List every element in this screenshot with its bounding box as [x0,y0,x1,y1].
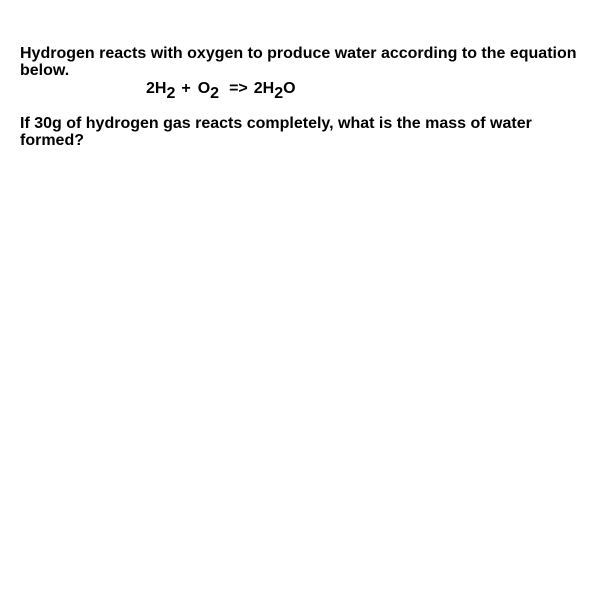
problem-question-text: If 30g of hydrogen gas reacts completely, what is the mass of water formed? [20,115,532,149]
chemical-equation [146,80,296,102]
reactant-hydrogen-subscript: 2 [166,85,176,102]
plus-sign: + [181,80,191,97]
product-water-subscript: 2 [274,85,284,102]
reaction-arrow: => [229,80,248,97]
problem-intro-text: Hydrogen reacts with oxygen to produce water according to the equation below. [20,45,577,79]
reactant-hydrogen-base: 2H [146,80,167,97]
reactant-oxygen [197,80,220,102]
reactant-hydrogen [146,80,176,102]
reactant-oxygen-base: O [197,80,211,97]
product-water [253,80,296,102]
product-water-base: 2H [253,80,275,97]
reactant-oxygen-subscript: 2 [210,85,220,102]
product-water-tail: O [283,80,296,97]
